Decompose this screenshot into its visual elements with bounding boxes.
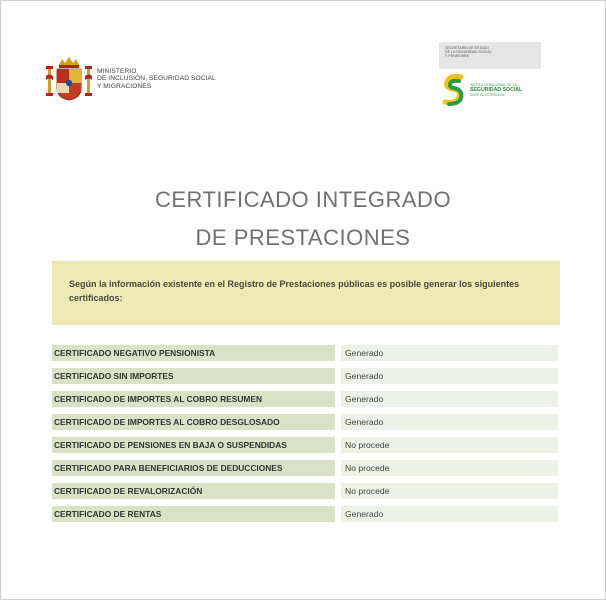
certificate-label[interactable]: CERTIFICADO DE PENSIONES EN BAJA O SUSPENDIDAS	[52, 437, 335, 453]
ministry-name	[97, 68, 216, 91]
certificate-label[interactable]: CERTIFICADO DE IMPORTES AL COBRO DESGLOSADO	[52, 414, 335, 430]
ss-logo-sub: SEDE ELECTRÓNICA	[470, 93, 505, 97]
certificate-list	[52, 345, 558, 529]
certificate-row	[52, 506, 558, 522]
ministry-header	[45, 56, 216, 102]
certificate-status: No procede	[341, 460, 558, 476]
ss-logo-big: SEGURIDAD SOCIAL	[470, 87, 523, 93]
certificate-label[interactable]: CERTIFICADO DE IMPORTES AL COBRO RESUMEN	[52, 391, 335, 407]
page-title-line-2: DE PRESTACIONES	[195, 225, 411, 250]
certificate-status: No procede	[341, 483, 558, 499]
certificate-label[interactable]: CERTIFICADO SIN IMPORTES	[52, 368, 335, 384]
certificate-status: Generado	[341, 414, 558, 430]
spain-coat-of-arms-icon	[45, 56, 93, 102]
page-title-line-1: CERTIFICADO INTEGRADO	[154, 187, 452, 212]
ministry-line: Y MIGRACIONES	[97, 82, 152, 90]
certificate-label[interactable]: CERTIFICADO PARA BENEFICIARIOS DE DEDUCCIONES	[52, 460, 335, 476]
certificate-status: Generado	[341, 391, 558, 407]
certificate-status: Generado	[341, 345, 558, 361]
ministry-line: MINISTERIO	[97, 67, 137, 75]
certificate-row	[52, 460, 558, 476]
ss-logo-row	[439, 73, 541, 107]
certificate-status: Generado	[341, 368, 558, 384]
certificate-label[interactable]: CERTIFICADO DE RENTAS	[52, 506, 335, 522]
certificate-status: No procede	[341, 437, 558, 453]
certificate-row	[52, 345, 558, 361]
secretaria-line: DE LA SEGURIDAD SOCIAL	[445, 50, 492, 55]
secretaria-box	[439, 42, 541, 69]
secretaria-line: Y PENSIONES	[445, 54, 470, 59]
certificate-row	[52, 368, 558, 384]
certificate-row	[52, 391, 558, 407]
certificate-label[interactable]: CERTIFICADO NEGATIVO PENSIONISTA	[52, 345, 335, 361]
certificate-row	[52, 414, 558, 430]
seguridad-social-logo-icon	[439, 73, 467, 107]
ministry-line: DE INCLUSIÓN, SEGURIDAD SOCIAL	[97, 75, 216, 83]
certificate-row	[52, 437, 558, 453]
certificate-row	[52, 483, 558, 499]
ss-logo-text	[470, 83, 522, 97]
seguridad-social-header	[439, 42, 541, 107]
info-box: Según la información existente en el Registro de Prestaciones públicas es posible generar los siguientes certificados:	[52, 261, 560, 325]
certificate-label[interactable]: CERTIFICADO DE REVALORIZACIÓN	[52, 483, 335, 499]
certificate-status: Generado	[341, 506, 558, 522]
secretaria-line: SECRETARÍA DE ESTADO	[445, 46, 489, 50]
ss-logo-small: INSTITUTO NACIONAL DE LA	[470, 83, 517, 87]
